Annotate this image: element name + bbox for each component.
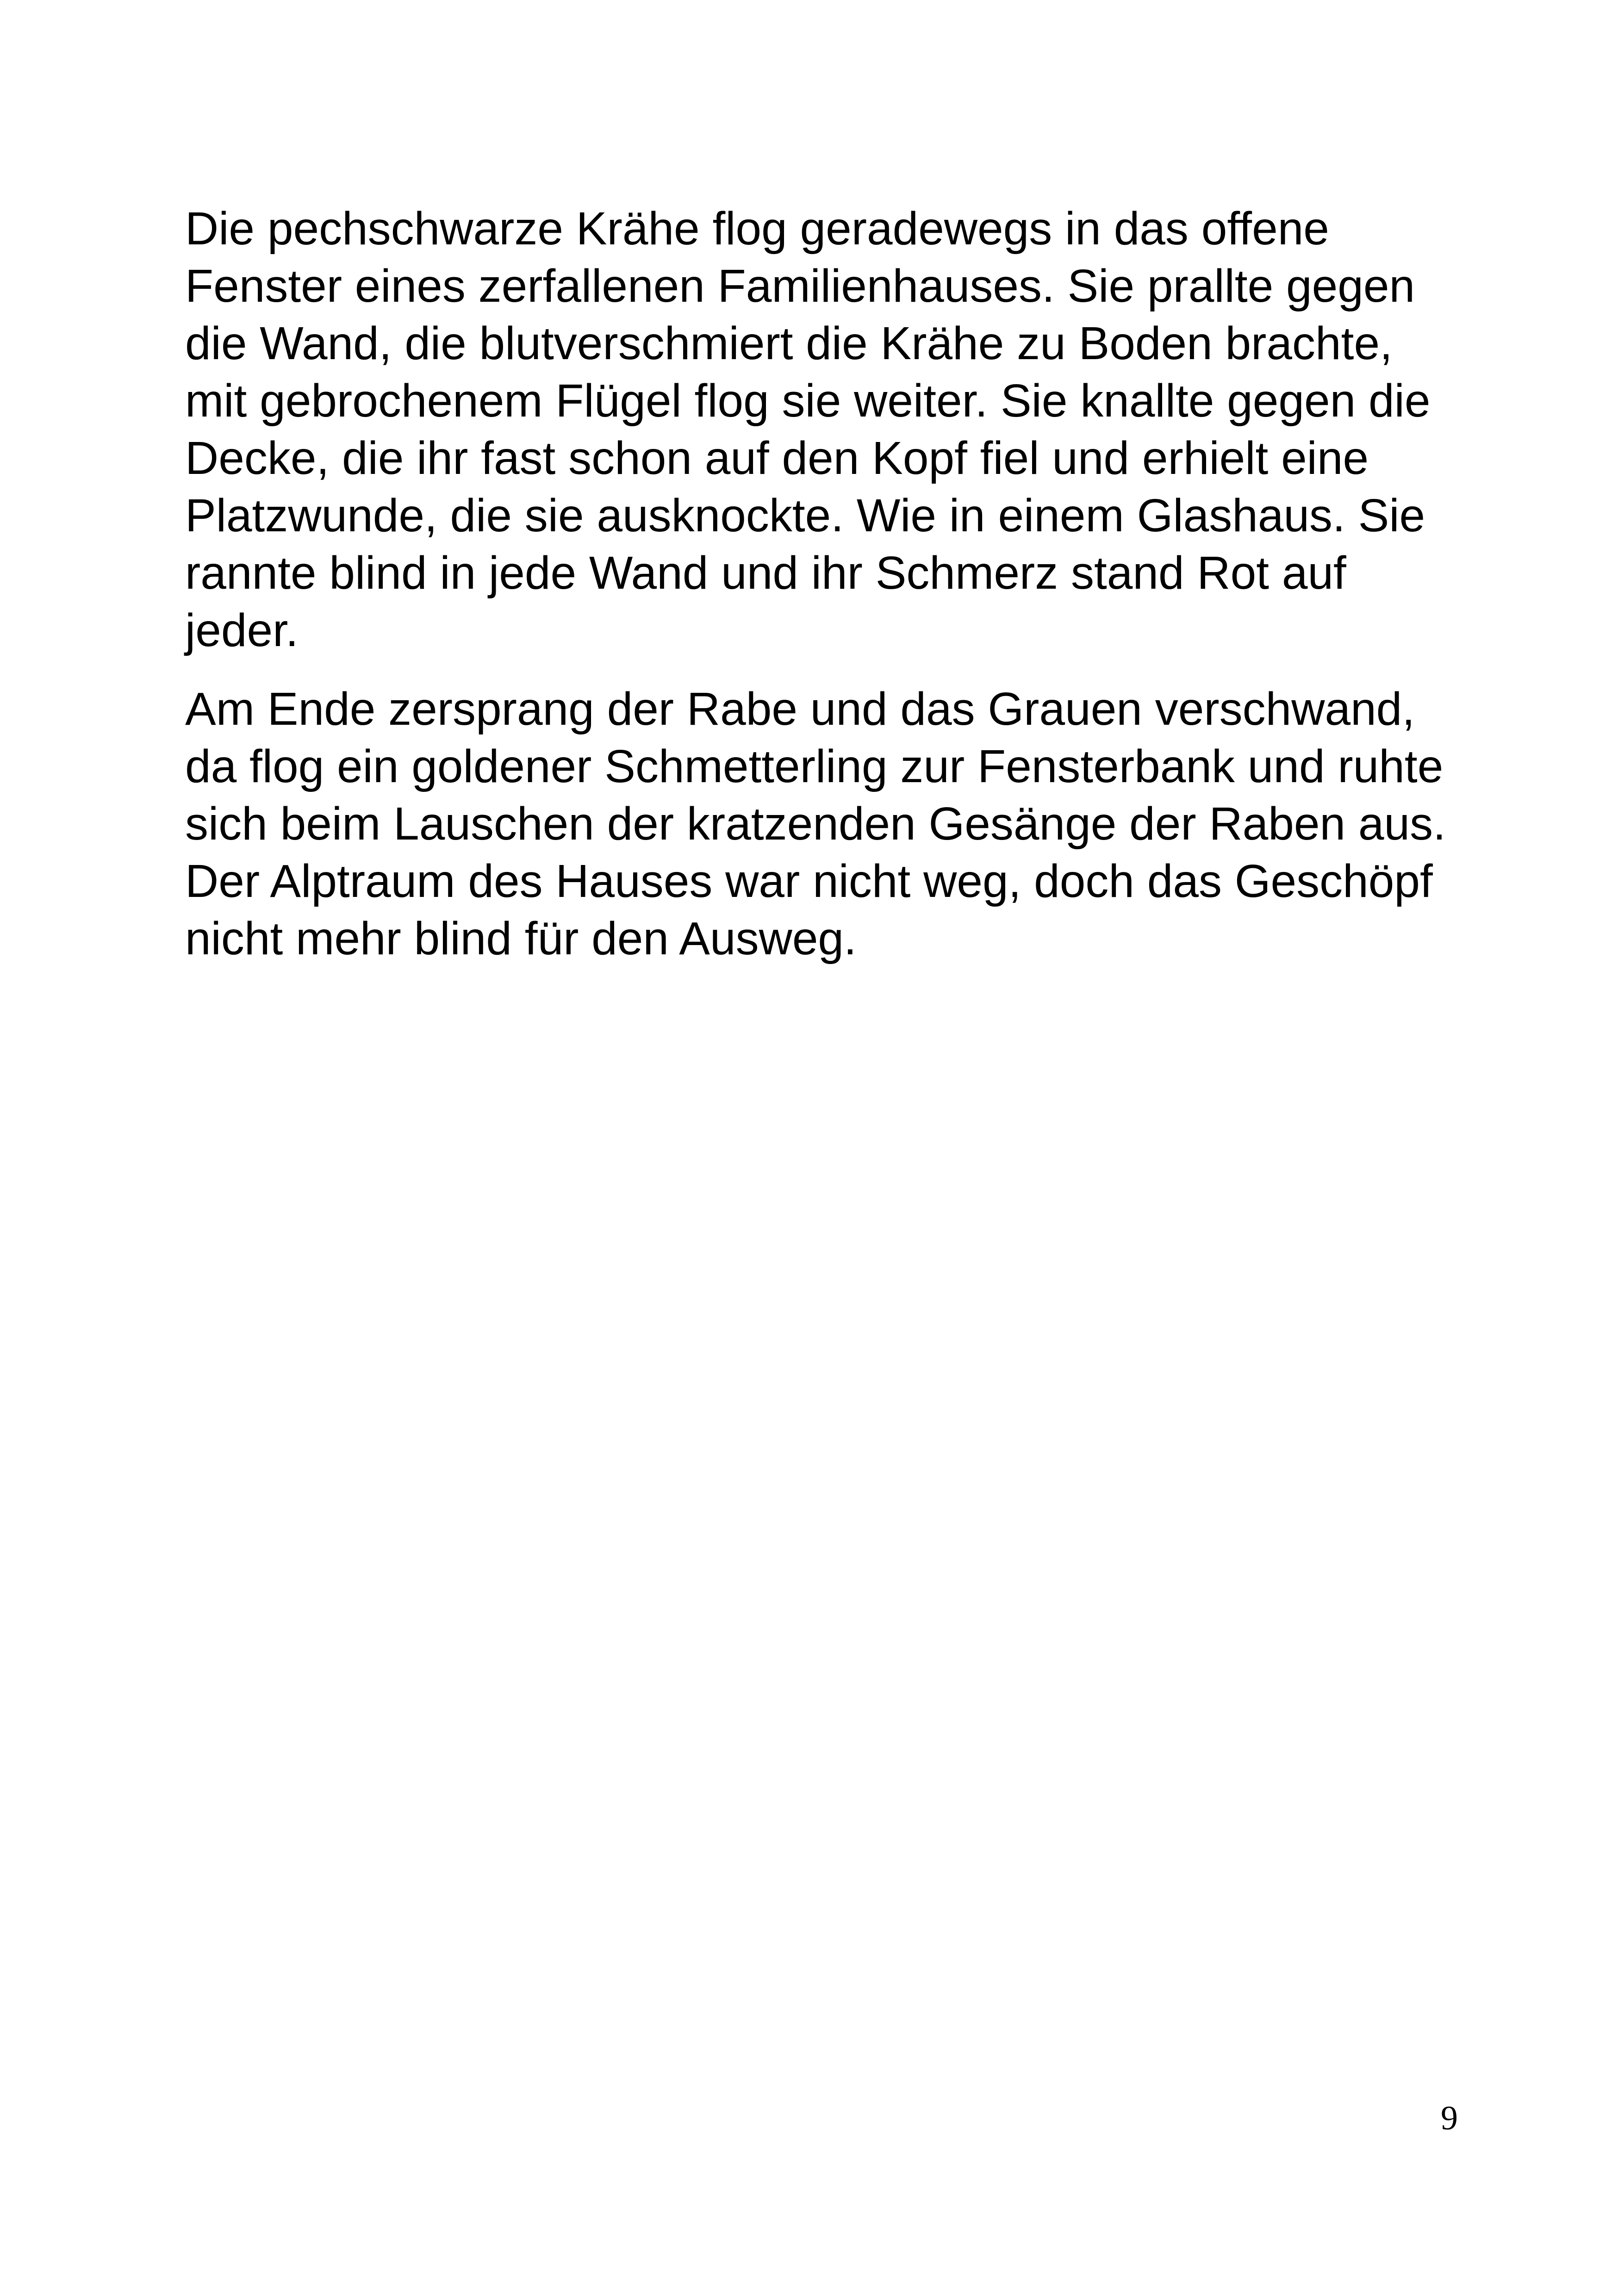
paragraph-2: Am Ende zersprang der Rabe und das Grauen verschwand, da flog ein goldener Schmetterling zur Fensterbank und ruhte sich beim Lauschen der kratzenden Gesänge der Raben aus. Der Alptraum des Hauses war nicht weg, doch das Geschöpf nicht mehr blind für den Ausweg. bbox=[185, 683, 1446, 964]
paragraph-1: Die pechschwarze Krähe flog geradewegs in das offene Fenster eines zerfallenen Familienhauses. Sie prallte gegen die Wand, die blutverschmiert die Krähe zu Boden brachte, mit gebrochenem Flügel flog sie weiter. Sie knallte gegen die Decke, die ihr fast schon auf den Kopf fiel und erhielt eine Platzwunde, die sie ausknockte. Wie in einem Glashaus. Sie rannte blind in jede Wand und ihr Schmerz stand Rot auf jeder. bbox=[185, 203, 1431, 656]
page-number: 9 bbox=[1441, 2099, 1458, 2137]
body-text bbox=[185, 200, 1481, 967]
